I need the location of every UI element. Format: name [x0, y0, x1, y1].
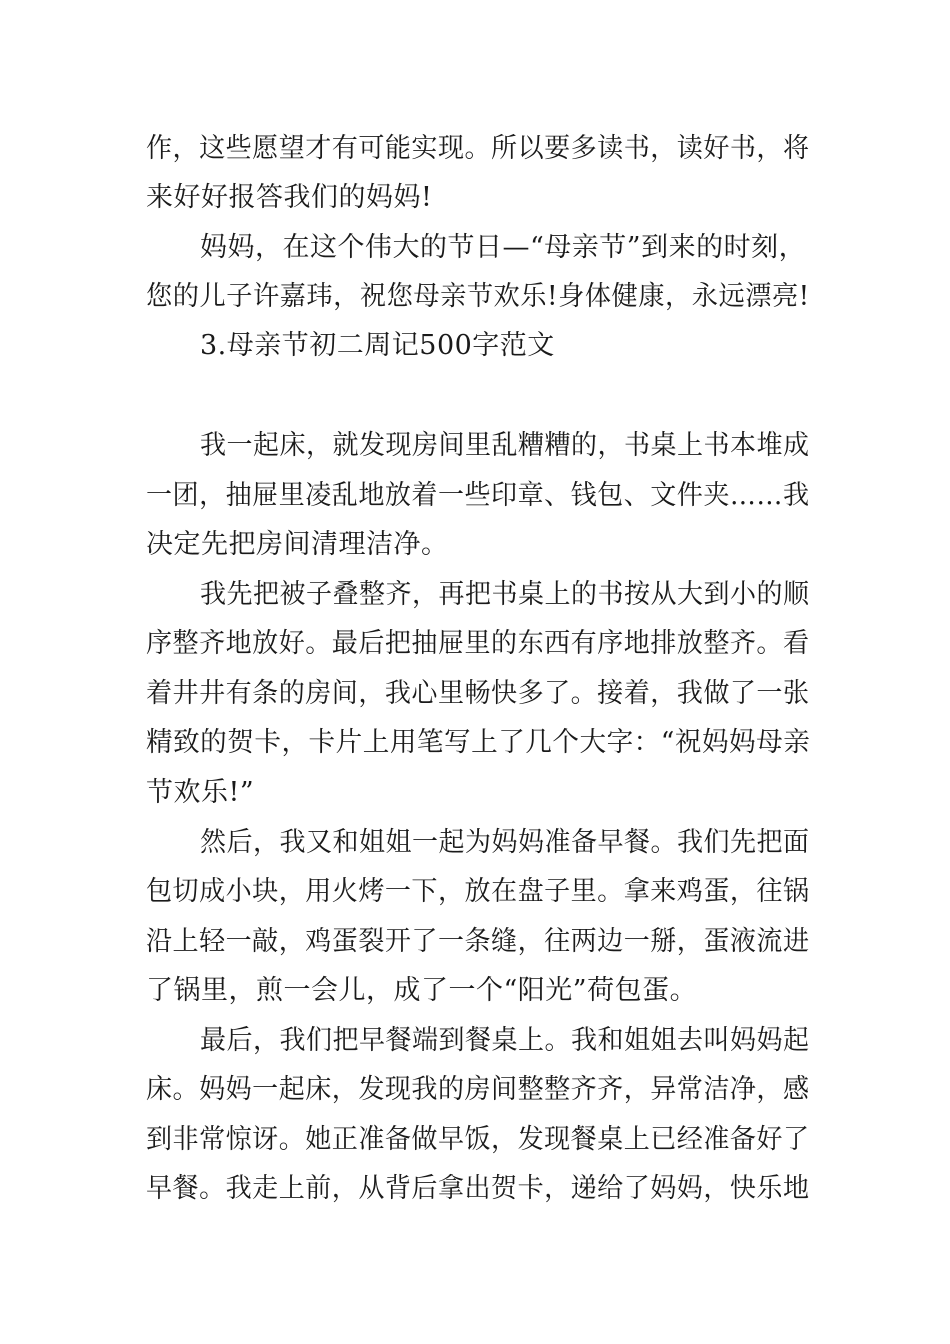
text-line: 精致的贺卡，卡片上用笔写上了几个大字：“祝妈妈母亲: [146, 727, 811, 758]
text-line: 妈妈，在这个伟大的节日—“母亲节”到来的时刻，: [200, 232, 807, 263]
text-line: 了锅里，煎一会儿，成了一个“阳光”荷包蛋。: [146, 975, 698, 1006]
text-line: 早餐。我走上前，从背后拿出贺卡，递给了妈妈，快乐地: [146, 1173, 810, 1204]
text-line: 床。妈妈一起床，发现我的房间整整齐齐，异常洁净，感: [146, 1074, 810, 1105]
text-line: 决定先把房间清理洁净。: [146, 529, 449, 560]
text-line: 沿上轻一敲，鸡蛋裂开了一条缝，往两边一掰，蛋液流进: [146, 926, 810, 957]
text-line: 然后，我又和姐姐一起为妈妈准备早餐。我们先把面: [200, 827, 810, 858]
text-line: 节欢乐!”: [146, 777, 255, 808]
text-line: 最后，我们把早餐端到餐桌上。我和姐姐去叫妈妈起: [200, 1025, 810, 1056]
text-line: 作，这些愿望才有可能实现。所以要多读书，读好书，将: [146, 133, 810, 164]
text-line: 着井井有条的房间，我心里畅快多了。接着，我做了一张: [146, 678, 810, 709]
text-line: 我一起床，就发现房间里乱糟糟的，书桌上书本堆成: [200, 430, 810, 461]
text-line: 序整齐地放好。最后把抽屉里的东西有序地排放整齐。看: [146, 628, 810, 659]
text-line: 一团，抽屉里凌乱地放着一些印章、钱包、文件夹……我: [146, 480, 810, 511]
text-line: 包切成小块，用火烤一下，放在盘子里。拿来鸡蛋，往锅: [146, 876, 810, 907]
text-line: 我先把被子叠整齐，再把书桌上的书按从大到小的顺: [200, 579, 810, 610]
text-line: 来好好报答我们的妈妈!: [146, 182, 433, 213]
section-heading: 3.母亲节初二周记500字范文: [200, 330, 555, 361]
text-line: 到非常惊讶。她正准备做早饭，发现餐桌上已经准备好了: [146, 1124, 810, 1155]
text-line: 您的儿子许嘉玮，祝您母亲节欢乐!身体健康，永远漂亮!: [146, 281, 810, 312]
